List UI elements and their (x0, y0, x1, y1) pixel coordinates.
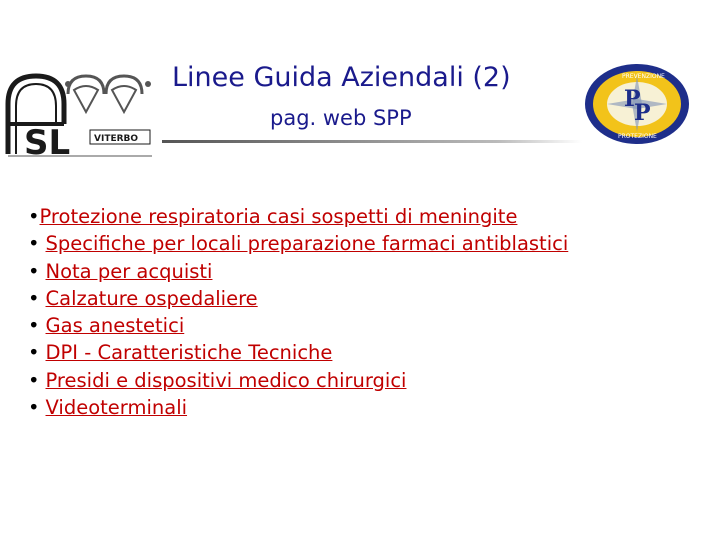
bullet-icon: • (28, 259, 40, 283)
list-item (28, 367, 568, 394)
header-divider (162, 140, 582, 143)
page-subtitle: pag. web SPP (270, 106, 412, 130)
asl-viterbo-logo (2, 64, 162, 160)
link-calzature[interactable]: Calzature ospedaliere (45, 286, 258, 310)
svg-text:VITERBO: VITERBO (94, 134, 139, 144)
link-presidi[interactable]: Presidi e dispositivi medico chirurgici (45, 368, 407, 392)
list-item (28, 285, 568, 312)
svg-text:P: P (624, 86, 641, 112)
svg-text:P: P (634, 100, 651, 126)
link-specifiche-locali[interactable]: Specifiche per locali preparazione farmaci antiblastici (45, 232, 569, 256)
page-title: Linee Guida Aziendali (2) (172, 62, 511, 93)
list-item (28, 339, 568, 366)
link-protezione-respiratoria[interactable]: Protezione respiratoria casi sospetti di meningite (39, 205, 518, 228)
bullet-icon: • (28, 396, 40, 420)
list-item (28, 312, 568, 339)
svg-text:PREVENZIONE: PREVENZIONE (622, 73, 665, 80)
link-videoterminali[interactable]: Videoterminali (45, 396, 188, 420)
bullet-icon: • (28, 314, 40, 338)
link-nota-acquisti[interactable]: Nota per acquisti (45, 259, 213, 283)
svg-text:PROTEZIONE: PROTEZIONE (618, 133, 657, 140)
list-item (28, 203, 568, 230)
svg-text:SL: SL (24, 123, 71, 160)
link-dpi[interactable]: DPI - Caratteristiche Tecniche (45, 341, 333, 365)
bullet-icon: • (28, 368, 40, 392)
bullet-icon: • (28, 205, 40, 228)
spp-seal-logo (582, 62, 692, 146)
bullet-icon: • (28, 341, 40, 365)
list-item (28, 394, 568, 421)
bullet-icon: • (28, 286, 40, 310)
link-list (28, 203, 568, 421)
list-item (28, 258, 568, 285)
list-item (28, 230, 568, 257)
bullet-icon: • (28, 232, 40, 256)
link-gas-anestetici[interactable]: Gas anestetici (45, 314, 185, 338)
